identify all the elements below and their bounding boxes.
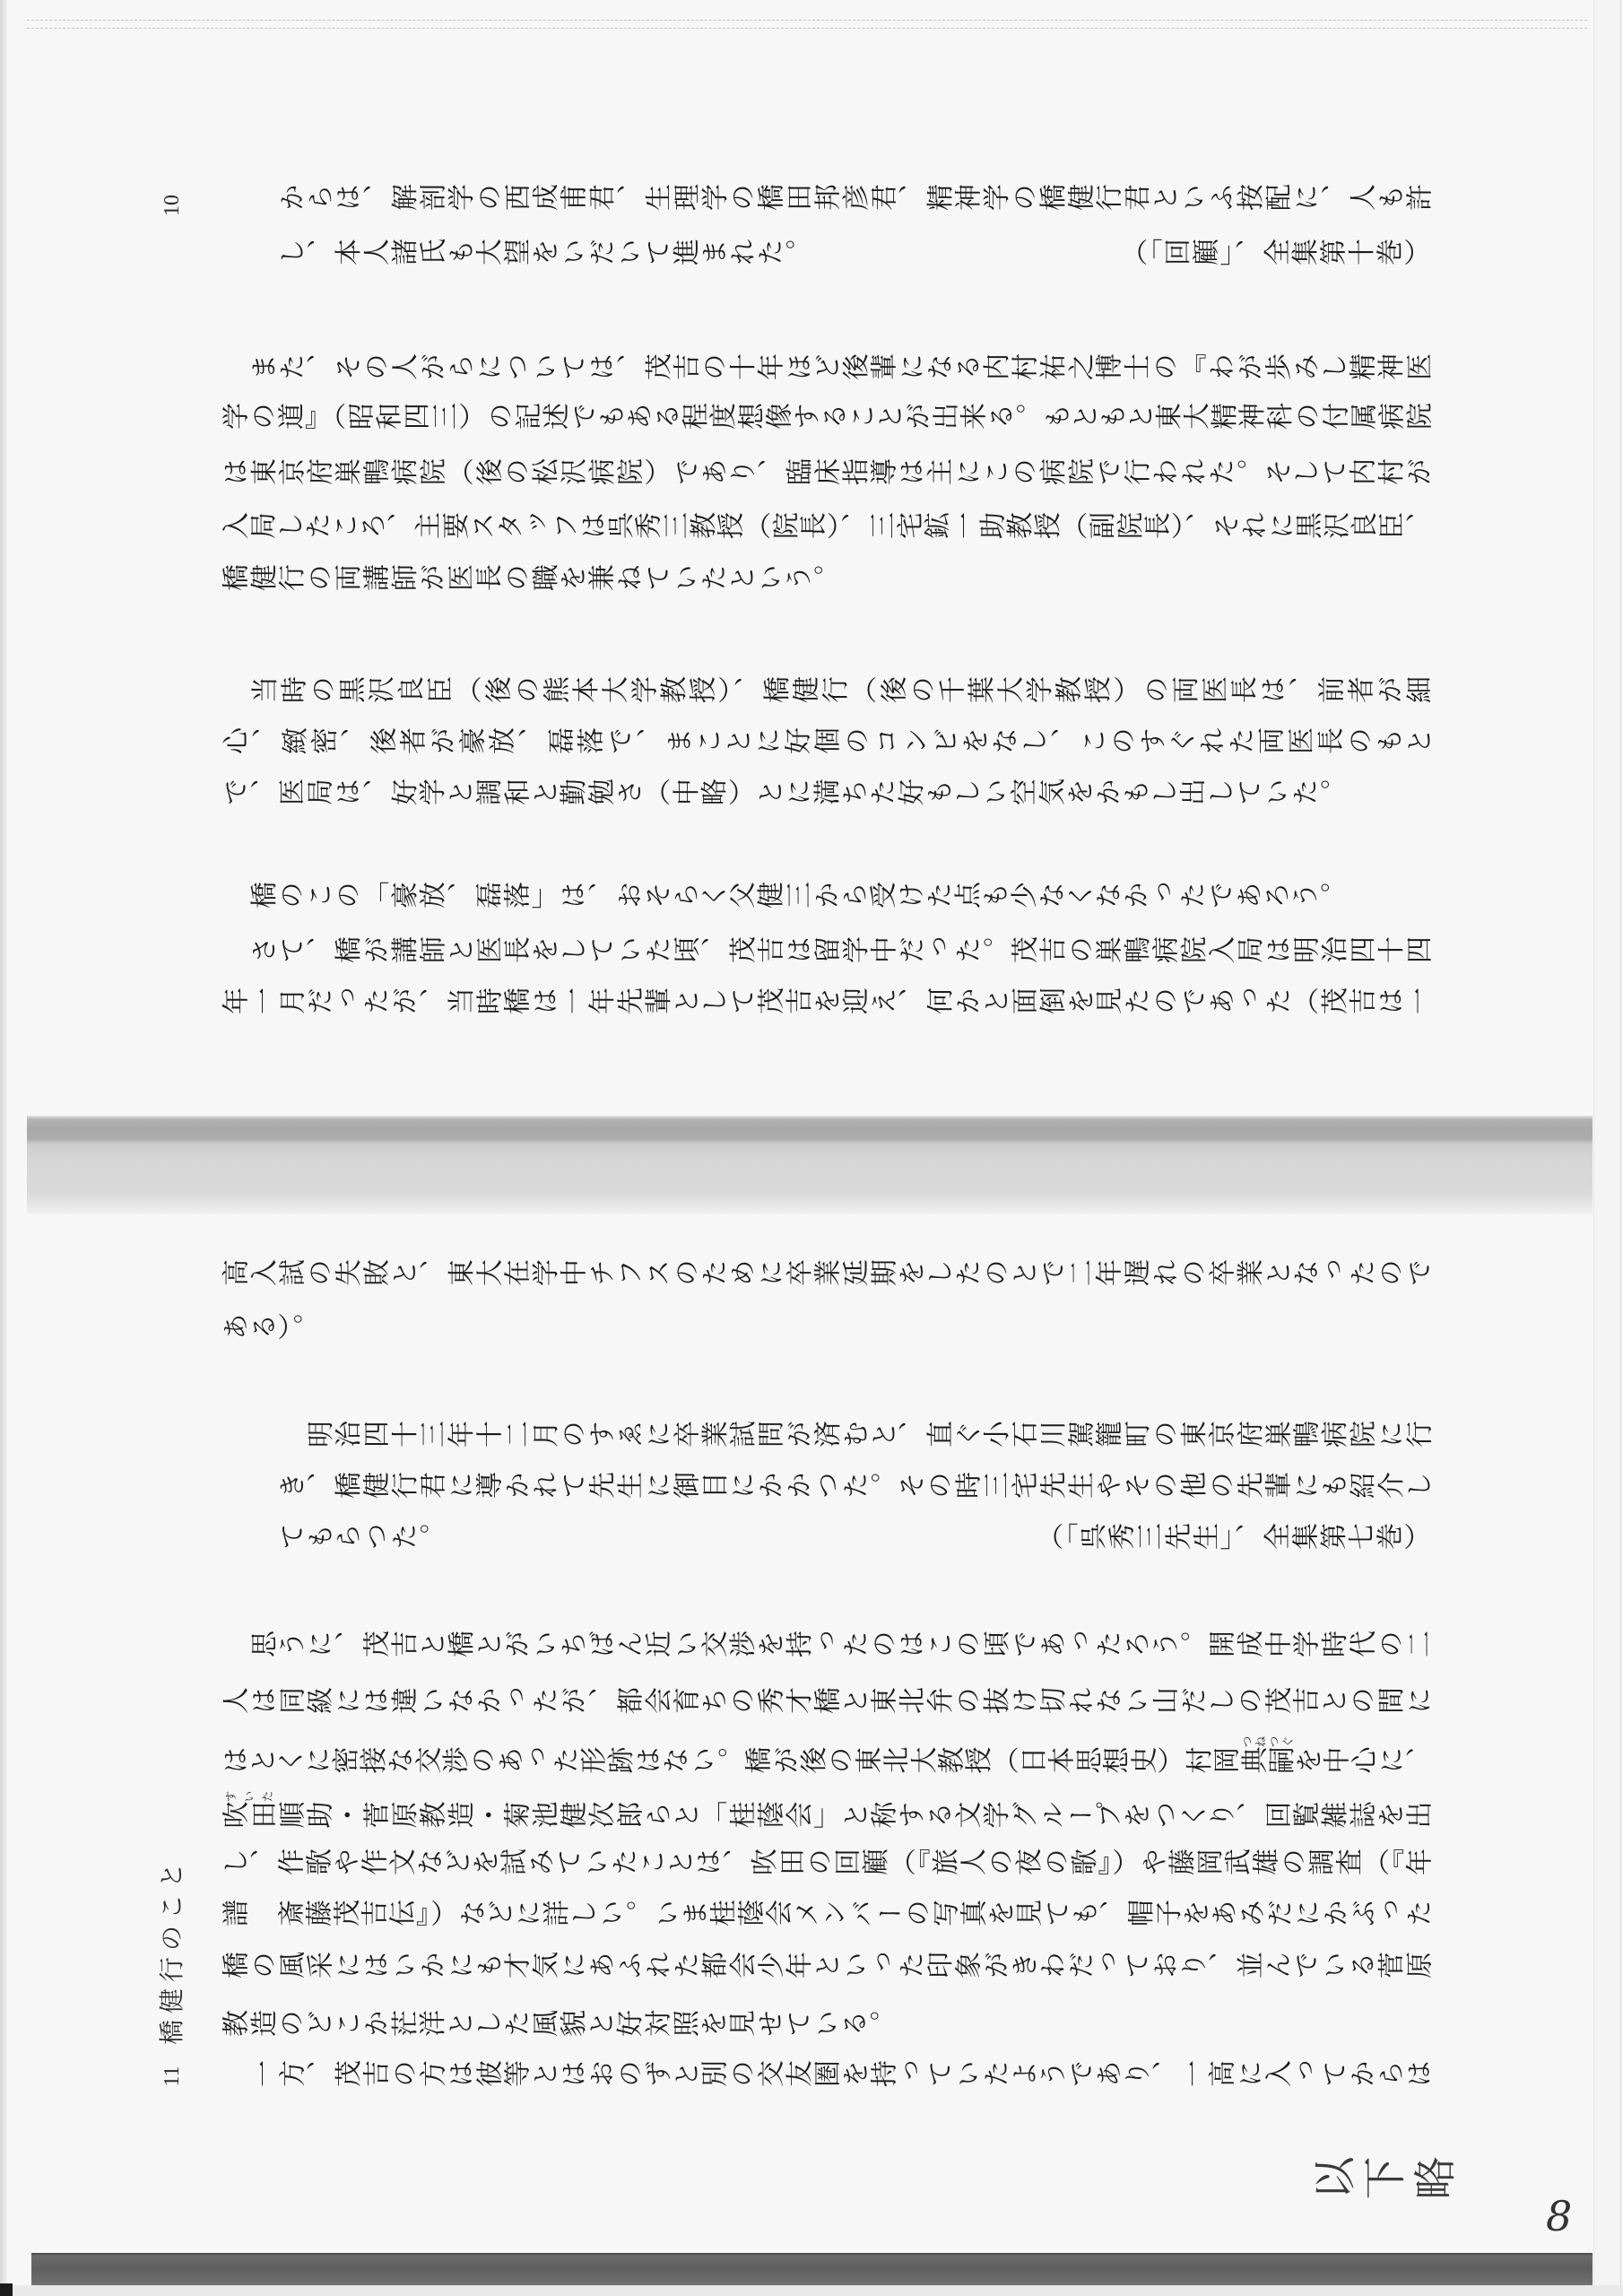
text-line (278, 1522, 1432, 1558)
line-text: はとくに密接な交渉のあった形跡はない。橋が後の東北大教授（日本思想史）村岡 (221, 1747, 1240, 1779)
text-line (221, 1791, 1433, 1834)
text-line (278, 238, 1432, 274)
text-line: し、作歌や作文などを試みていたことは、吹田の回顧（『旅人の夜の歌』）や藤岡武雄の調査（『年 (221, 1849, 1432, 1881)
text-line: 入局したころ、主要スタッフは呉秀三教授（院長）、三宅鉱一助教授（副院長）、それに黒沢良臣、 (221, 513, 1432, 544)
text-line: 橋健行の両講師が医長の職を兼ねていたという。 (221, 565, 841, 596)
ruby-base: 吹田 (221, 1802, 278, 1834)
text-line: また、その人がらについては、茂吉の十年ほど後輩になる内村祐之博士の『わが歩みし精神医 (221, 354, 1433, 386)
text-line: 橋の風采にはいかにも才気にあふれた都会少年といった印象がきわだっており、並んでいる菅原 (221, 1952, 1432, 1984)
text-line: 当時の黒沢良臣（後の熊本大学教授）、橋健行（後の千葉大学教授）の両医長は、前者が細 (221, 677, 1432, 709)
page-number: 10 (161, 195, 184, 216)
text-line: 心、緻密、後者が豪放、磊落で、まことに好個のコンビをなし、このすぐれた両医長のもと (221, 728, 1432, 760)
text-line: 高入試の失敗と、東大在学中チフスのために卒業延期をしたのとで二年遅れの卒業となったので (221, 1260, 1432, 1292)
handwritten-note: 以下略 (1312, 2157, 1462, 2207)
text-line: 思うに、茂吉と橋とがいちばん近い交渉を持ったのはこの頃であったろう。開成中学時代の二 (221, 1631, 1432, 1663)
handwritten-sheet-number: 8 (1546, 2192, 1573, 2240)
line-text: を中心に、 (1295, 1747, 1433, 1779)
text-line: 人は同級には違いなかったが、都会育ちの秀才橋と東北弁の抜け切れない山だしの茂吉との間に (221, 1688, 1433, 1719)
text-line: 一方、茂吉の方は彼等とはおのずと別の交友圏を持っていたようであり、一高に入ってからは (221, 2061, 1433, 2092)
text-line: は東京府巣鴨病院（後の松沢病院）であり、臨床指導は主にこの病院で行われた。そして内村が (221, 459, 1432, 491)
text-line (221, 1736, 1433, 1779)
text-line: ある）。 (221, 1314, 321, 1345)
text-line: で、医局は、好学と調和と勤勉さ（中略）とに満ちた好もしい空気をかもし出していた。 (221, 779, 1348, 811)
text-line: 年一月だったが、当時橋は一年先輩として茂吉を迎え、何かと面倒を見たのであった（茂吉は一 (221, 988, 1432, 1020)
ruby-reading: つねつぐ (1239, 1736, 1295, 1751)
text-line: 明治四十三年十二月のすゑに卒業試問が済むと、直ぐ小石川駕籠町の東京府巣鴨病院に行 (278, 1422, 1432, 1453)
ruby-annotation (1239, 1736, 1296, 1779)
line-text: し、本人諸氏も大望をいだいて進まれた。 (278, 239, 813, 271)
citation: （「呉秀三先生」、全集第七巻） (1037, 1524, 1432, 1555)
line-text: 順助・菅原教造・菊池健次郎らと「桂蔭会」と称する文学グループをつくり、回覧雑誌を出 (277, 1802, 1433, 1834)
ruby-reading: すいた (221, 1791, 277, 1805)
running-header: 橋健行のこと (157, 1856, 187, 2045)
text-line: さて、橋が講師と医長をしていた頃、茂吉は留学中だった。茂吉の巣鴨病院入局は明治四十四 (221, 937, 1432, 969)
text-line: からは、解剖学の西成甫君、生理学の橋田邦彦君、精神学の橋健行君といふ按配に、人も許 (278, 185, 1432, 216)
text-line: 教造のどこか茫洋とした風貌と好対照を見せている。 (221, 2011, 898, 2042)
ruby-annotation (221, 1791, 278, 1834)
text-line: 橋のこの「豪放、磊落」は、おそらく父健三から受けた点も少なくなかったであろう。 (221, 883, 1348, 914)
ruby-base: 典嗣 (1239, 1747, 1296, 1779)
text-line: 学の道』（昭和四三）の記述でもある程度想像することが出来る。もともと東大精神科の付属病院 (221, 404, 1432, 435)
text-line: き、橋健行君に導かれて先生に御目にかかつた。その時三宅先生やその他の先輩にも紹介し (278, 1473, 1433, 1504)
line-text: てもらつた。 (278, 1524, 447, 1555)
page-number: 11 (161, 2066, 184, 2087)
citation: （「回顧」、全集第十巻） (1121, 239, 1432, 271)
text-line: 譜 斎藤茂吉伝』）などに詳しい。いま桂蔭会メンバーの写真を見ても、帽子をあみだにかぶった (221, 1900, 1432, 1932)
